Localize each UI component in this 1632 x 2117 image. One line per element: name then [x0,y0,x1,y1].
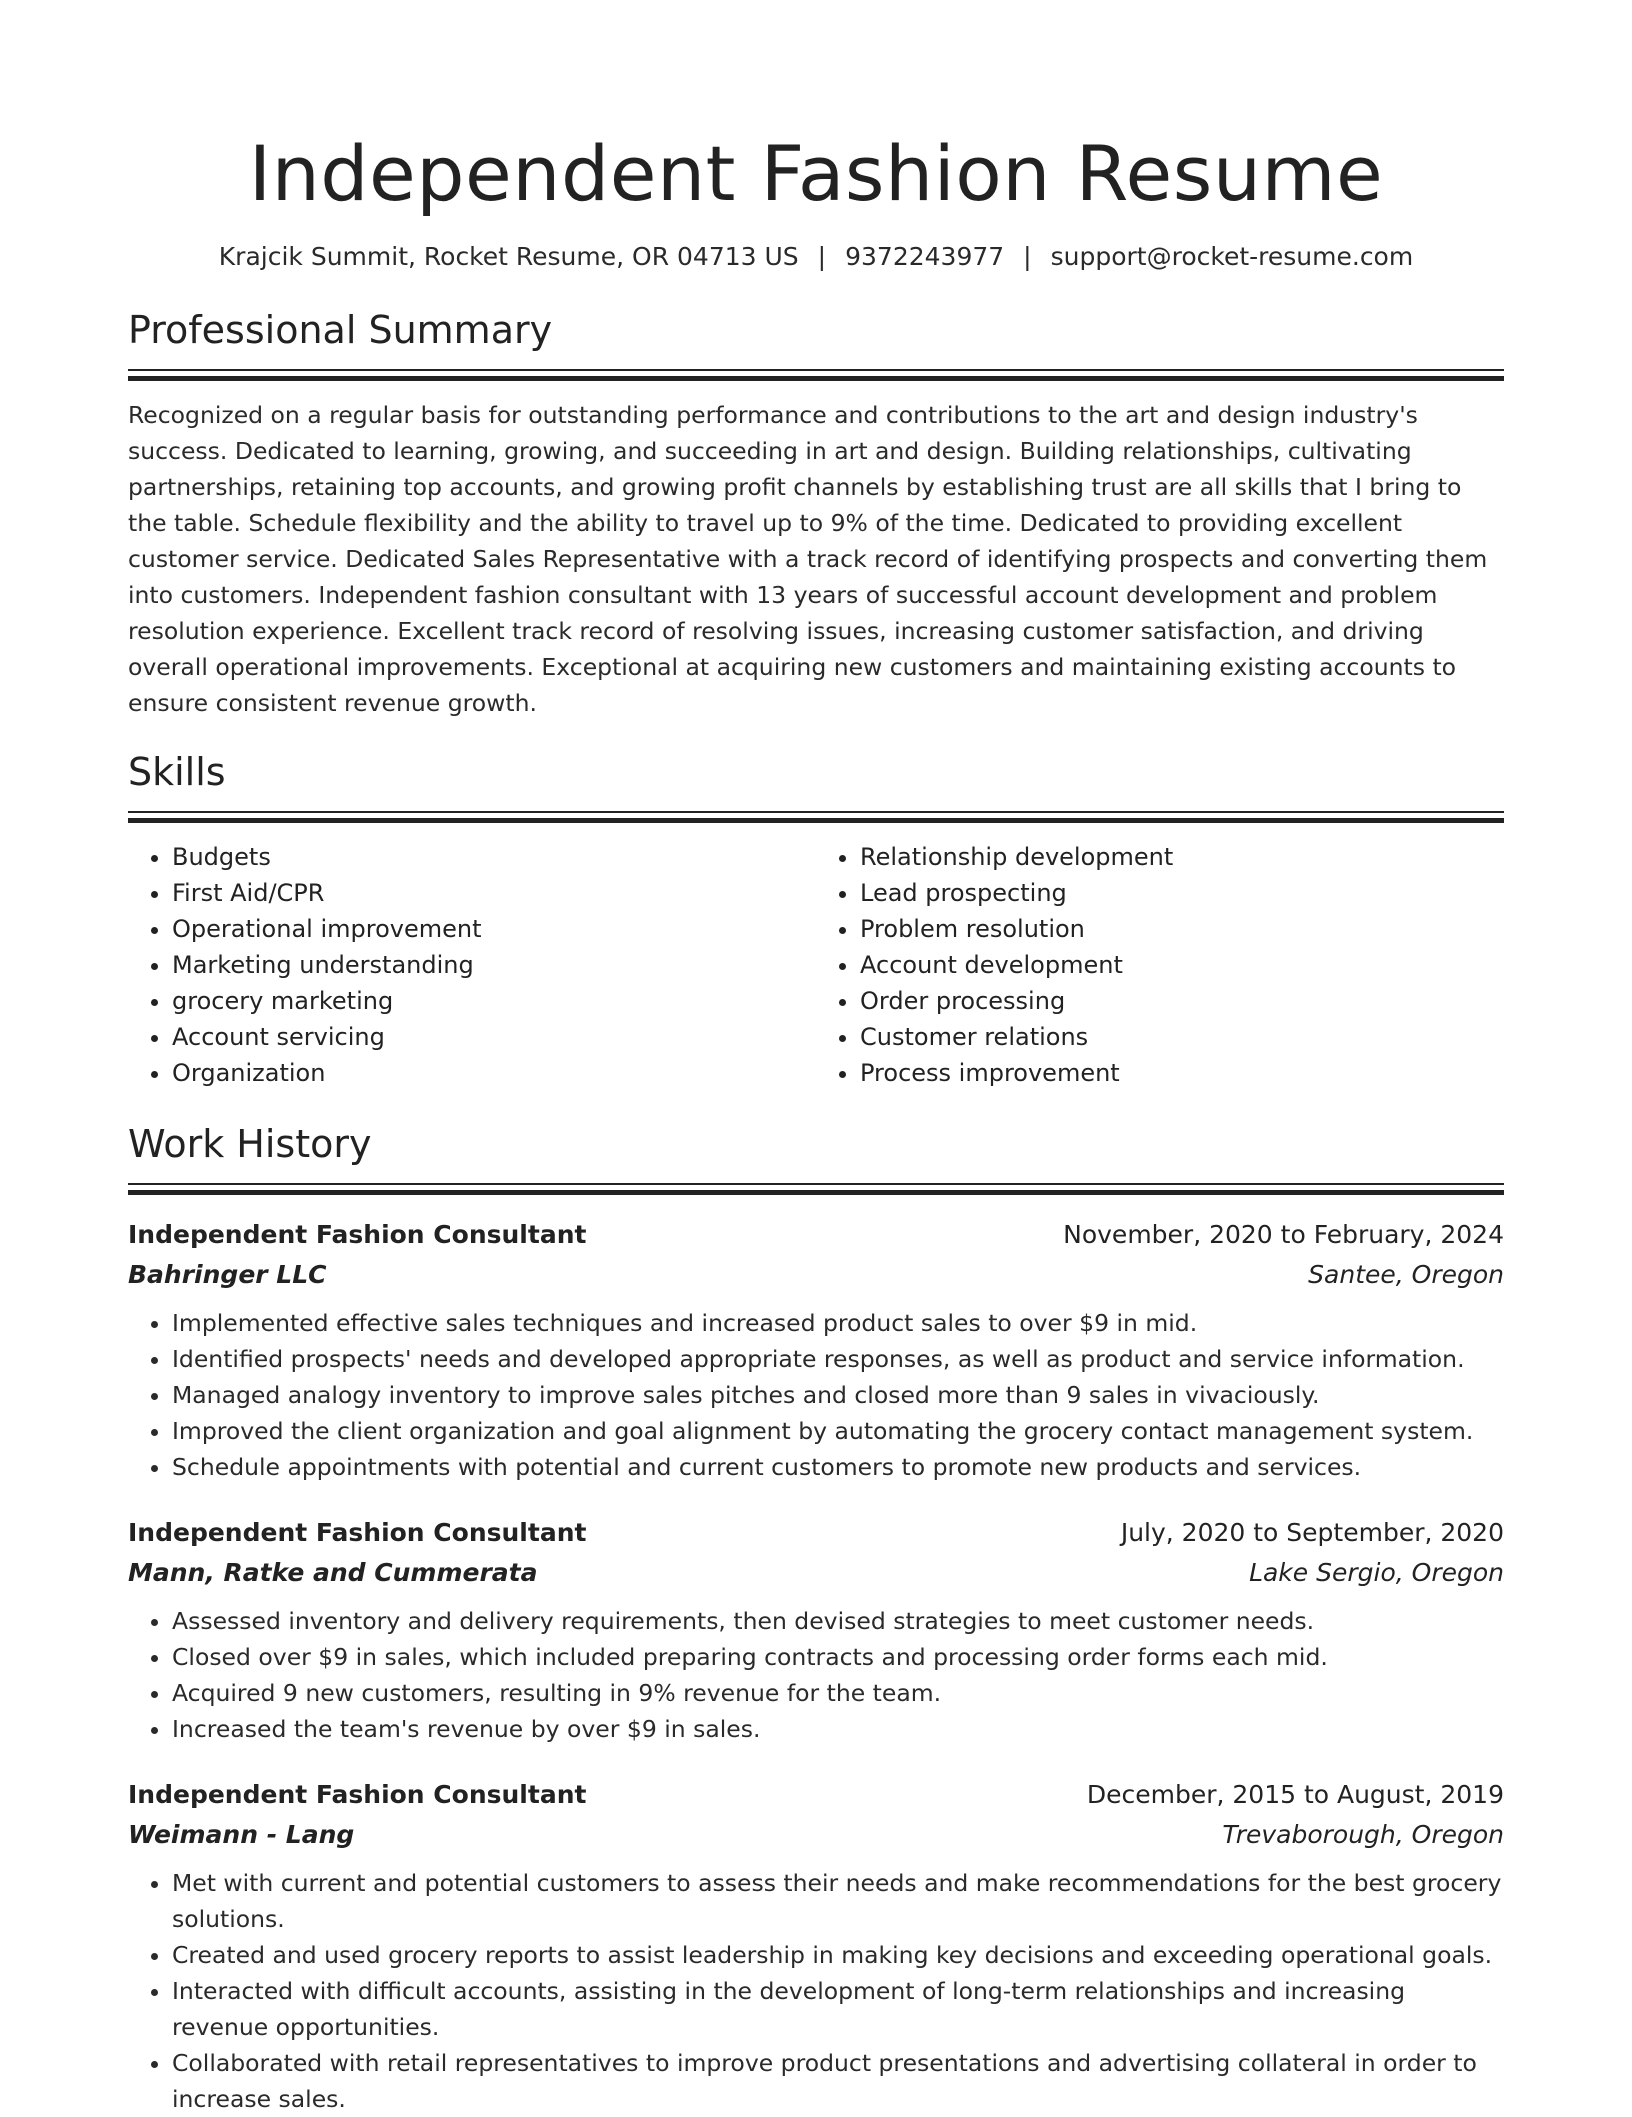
skills-section [128,750,1504,1091]
skills-columns [128,839,1504,1091]
contact-separator: | [1023,242,1032,271]
job-company-row [128,1815,1504,1855]
job-bullet: • Assessed inventory and delivery requirements, then devised strategies to meet customer needs. [172,1603,1504,1639]
job-list [128,1215,1504,2117]
job-dates: July, 2020 to September, 2020 [1120,1518,1504,1547]
skill-item: • Customer relations [860,1019,1504,1055]
job-bullet: • Created and used grocery reports to assist leadership in making key decisions and exceeding operational goals. [172,1937,1504,1973]
job-company: Weimann - Lang [128,1820,355,1849]
job-title: Independent Fashion Consultant [128,1220,587,1249]
job-title: Independent Fashion Consultant [128,1518,587,1547]
skill-item: • Process improvement [860,1055,1504,1091]
skill-item: • First Aid/CPR [172,875,816,911]
skill-item: • Lead prospecting [860,875,1504,911]
job-bullet: • Acquired 9 new customers, resulting in 9% revenue for the team. [172,1675,1504,1711]
job-bullets [128,1603,1504,1747]
job-entry [128,1513,1504,1747]
job-title-row [128,1215,1504,1255]
skill-item: • Budgets [172,839,816,875]
skill-item: • Order processing [860,983,1504,1019]
skill-item: • Relationship development [860,839,1504,875]
job-bullet: • Met with current and potential customers to assess their needs and make recommendations for the best grocery solutions. [172,1865,1504,1937]
work-heading: Work History [128,1122,372,1166]
job-dates: December, 2015 to August, 2019 [1086,1780,1504,1809]
job-location: Santee, Oregon [1308,1260,1504,1289]
section-divider [128,369,1504,381]
contact-separator: | [817,242,827,271]
job-bullet: • Managed analogy inventory to improve sales pitches and closed more than 9 sales in vivaciously. [172,1377,1504,1413]
job-bullet: • Collaborated with retail representatives to improve product presentations and advertising collateral in order to increase sales. [172,2045,1504,2117]
job-title-row [128,1775,1504,1815]
skill-item: • Account servicing [172,1019,816,1055]
skill-item: • Marketing understanding [172,947,816,983]
job-dates: November, 2020 to February, 2024 [1063,1220,1504,1249]
job-company-row [128,1553,1504,1593]
job-company-row [128,1255,1504,1295]
skill-item: • Account development [860,947,1504,983]
skills-list-right [816,839,1504,1091]
job-bullet: • Interacted with difficult accounts, assisting in the development of long-term relationships and increasing revenue opportunities. [172,1973,1504,2045]
skill-item: • Organization [172,1055,816,1091]
summary-section [128,308,1504,721]
contact-email: support@rocket-resume.com [1050,242,1414,271]
job-title-row [128,1513,1504,1553]
skills-heading: Skills [128,750,226,794]
job-bullet: • Closed over $9 in sales, which included preparing contracts and processing order forms each mid. [172,1639,1504,1675]
contact-address: Krajcik Summit, Rocket Resume, OR 04713 US [218,242,799,271]
job-bullet: • Identified prospects' needs and developed appropriate responses, as well as product and service information. [172,1341,1504,1377]
job-title: Independent Fashion Consultant [128,1780,587,1809]
job-bullet: • Improved the client organization and goal alignment by automating the grocery contact management system. [172,1413,1504,1449]
skills-list-left [128,839,816,1091]
job-entry [128,1215,1504,1485]
skill-item: • grocery marketing [172,983,816,1019]
job-company: Mann, Ratke and Cummerata [128,1558,538,1587]
job-company: Bahringer LLC [128,1260,327,1289]
job-bullets [128,1865,1504,2117]
job-bullets [128,1305,1504,1485]
summary-text: Recognized on a regular basis for outstanding performance and contributions to the art and design industry's success. Dedicated to learning, growing, and succeeding in art and design. Building relationships, cultivating partnerships, retaining top accounts, and growing profit channels by establishing trust are all skills that I bring to the table. Schedule flexibility and the ability to travel up to 9% of the time. Dedicated to providing excellent customer service. Dedicated Sales Representative with a track record of identifying prospects and converting them into customers. Independent fashion consultant with 13 years of successful account development and problem resolution experience. Excellent track record of resolving issues, increasing customer satisfaction, and driving overall operational improvements. Exceptional at acquiring new customers and maintaining existing accounts to ensure consistent revenue growth. [128,401,1488,717]
section-divider [128,811,1504,823]
summary-heading: Professional Summary [128,308,553,352]
skill-item: • Problem resolution [860,911,1504,947]
job-bullet: • Increased the team's revenue by over $9 in sales. [172,1711,1504,1747]
contact-phone: 9372243977 [845,242,1005,271]
job-bullet: • Schedule appointments with potential and current customers to promote new products and services. [172,1449,1504,1485]
skill-item: • Operational improvement [172,911,816,947]
resume-title: Independent Fashion Resume [248,129,1384,218]
job-location: Trevaborough, Oregon [1222,1820,1504,1849]
work-section [128,1122,1504,2117]
job-entry [128,1775,1504,2117]
contact-line [128,242,1504,271]
job-location: Lake Sergio, Oregon [1249,1558,1504,1587]
job-bullet: • Implemented effective sales techniques and increased product sales to over $9 in mid. [172,1305,1504,1341]
section-divider [128,1183,1504,1195]
